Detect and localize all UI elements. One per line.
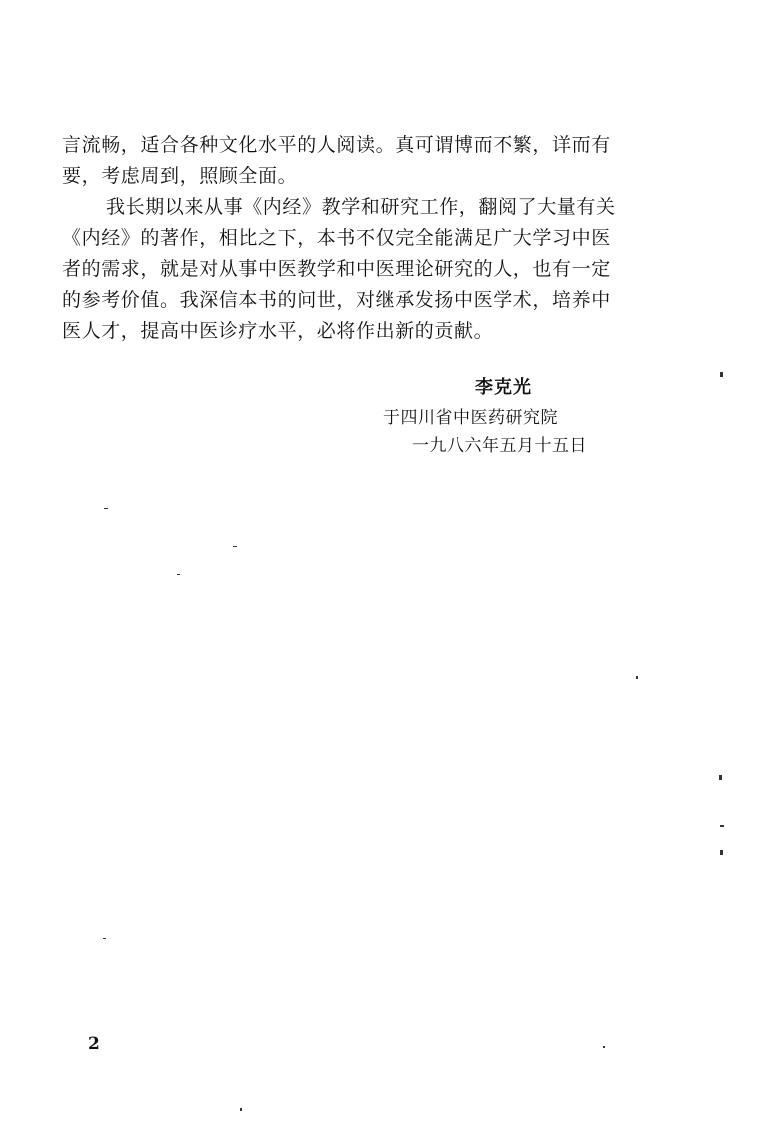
signature-date: 一九八六年五月十五日: [412, 436, 587, 456]
scan-speck: [103, 938, 106, 939]
scan-speck: [233, 546, 237, 547]
scan-speck: [636, 676, 638, 679]
scan-speck: [720, 850, 723, 855]
author-signature: 李克光: [475, 377, 532, 398]
scan-speck: [720, 825, 724, 827]
scan-speck: [603, 1046, 605, 1048]
scan-speck: [720, 372, 723, 377]
text-line: 言流畅，适合各种文化水平的人阅读。真可谓博而不繁，详而有: [62, 134, 611, 156]
text-line: 我长期以来从事《内经》教学和研究工作，翻阅了大量有关: [106, 196, 616, 218]
text-line: 医人才，提高中医诊疗水平，必将作出新的贡献。: [62, 320, 494, 342]
text-line: 要，考虑周到，照顾全面。: [62, 165, 298, 187]
author-affiliation: 于四川省中医药研究院: [383, 408, 558, 428]
page-number: 2: [88, 1034, 100, 1054]
scan-speck: [719, 775, 722, 780]
text-line: 的参考价值。我深信本书的问世，对继承发扬中医学术，培养中: [62, 289, 611, 311]
text-line: 《内经》的著作，相比之下，本书不仅完全能满足广大学习中医: [62, 227, 611, 249]
scan-speck: [104, 508, 108, 509]
scan-speck: [177, 574, 180, 575]
preface-body: [62, 130, 647, 347]
text-line: 者的需求，就是对从事中医教学和中医理论研究的人，也有一定: [62, 258, 611, 280]
scan-speck: [240, 1108, 242, 1111]
